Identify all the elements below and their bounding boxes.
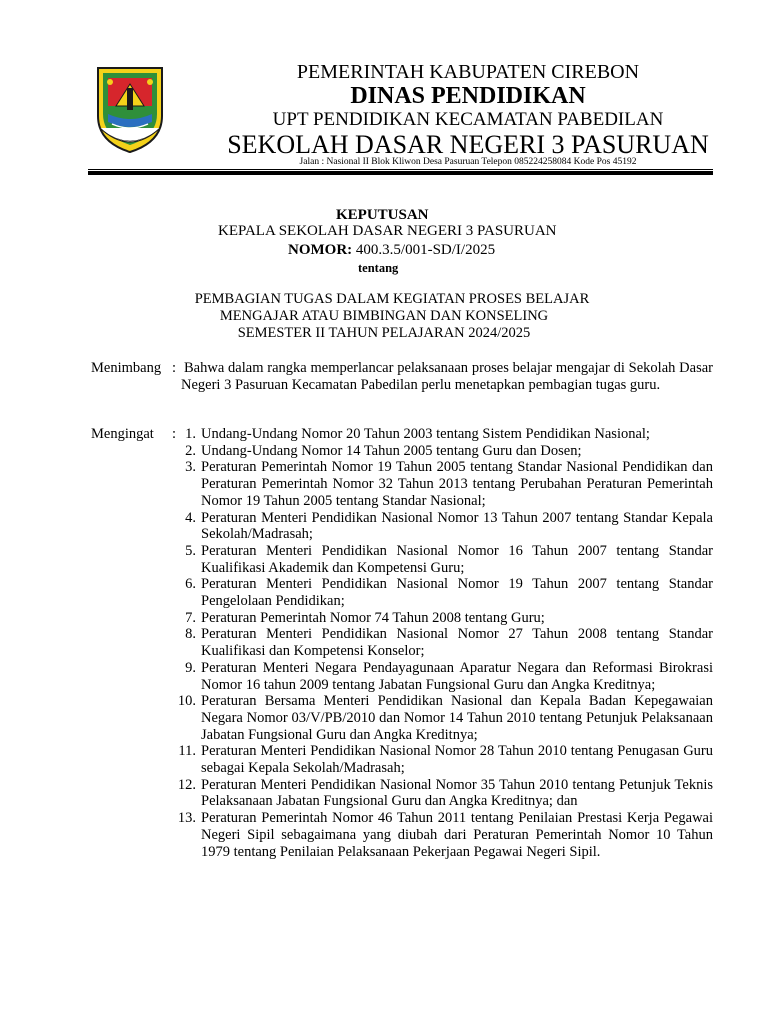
list-item-text: Peraturan Menteri Negara Pendayagunaan Aparatur Negara dan Reformasi Birokrasi Nomor 16 tahun 2009 tentang Jabatan Fungsional Guru dan Angka Kreditnya; — [201, 659, 713, 693]
list-item-text: Undang-Undang Nomor 14 Tahun 2005 tentang Guru dan Dosen; — [201, 442, 582, 459]
list-item-text: Peraturan Pemerintah Nomor 46 Tahun 2011 tentang Penilaian Prestasi Kerja Pegawai Negeri Sipil sebagaimana yang diubah dari Peraturan Pemerintah Nomor 10 Tahun 1979 tentang Penilaian Pelaksanaan Pekerjaan Pegawai Negeri Sipil. — [201, 810, 713, 860]
decision-subject-line-2: MENGAJAR ATAU BIMBINGAN DAN KONSELING — [219, 308, 549, 324]
list-item — [0, 777, 713, 810]
list-item-text: Peraturan Menteri Pendidikan Nasional Nomor 13 Tahun 2007 tentang Standar Kepala Sekolah/Madrasah; — [201, 509, 713, 543]
list-item-number: 2. — [185, 442, 196, 459]
decision-number-label: NOMOR: — [288, 242, 353, 258]
decision-subject-line-1: PEMBAGIAN TUGAS DALAM KEGIATAN PROSES BELAJAR — [194, 291, 590, 307]
list-item — [0, 660, 713, 693]
list-item-text: Undang-Undang Nomor 20 Tahun 2003 tentang Sistem Pendidikan Nasional; — [201, 426, 650, 442]
decision-about: tentang — [358, 261, 399, 275]
list-item-number: 1. — [185, 426, 196, 442]
decision-label: KEPUTUSAN — [336, 207, 429, 223]
header-divider-thick — [88, 171, 713, 175]
list-item-text: Peraturan Menteri Pendidikan Nasional Nomor 16 Tahun 2007 tentang Standar Kualifikasi Akademik dan Kompetensi Guru; — [201, 542, 713, 576]
list-item-number: 5. — [185, 542, 196, 559]
list-item-text: Peraturan Menteri Pendidikan Nasional Nomor 35 Tahun 2010 tentang Petunjuk Teknis Pelaksanaan Jabatan Fungsional Guru dan Angka Kreditnya; dan — [201, 776, 713, 810]
list-item-text: Peraturan Menteri Pendidikan Nasional Nomor 27 Tahun 2008 tentang Standar Kualifikasi dan Kompetensi Konselor; — [201, 626, 713, 660]
considering-text: Bahwa dalam rangka memperlancar pelaksanaan proses belajar mengajar di Sekolah Dasar Negeri 3 Pasuruan Kecamatan Pabedilan perlu menetapkan pembagian tugas guru. — [181, 360, 713, 393]
list-item — [0, 510, 713, 543]
list-item — [0, 693, 713, 743]
list-item-number: 13. — [177, 810, 196, 827]
list-item-number: 3. — [185, 459, 196, 476]
considering-colon: : — [172, 360, 177, 376]
list-item — [0, 443, 713, 460]
list-item — [0, 626, 713, 659]
list-item-text: Peraturan Pemerintah Nomor 19 Tahun 2005 tentang Standar Nasional Pendidikan dan Peraturan Pemerintah Nomor 32 Tahun 2013 tentang Perubahan Peraturan Pemerintah Nomor 19 Tahun 2005 tentang Standar Nasional; — [201, 459, 713, 509]
list-item-number: 8. — [185, 626, 196, 643]
decision-number-value: 400.3.5/001-SD/I/2025 — [355, 242, 496, 258]
list-item — [0, 426, 713, 443]
list-item-text: Peraturan Bersama Menteri Pendidikan Nasional dan Kepala Badan Kepegawaian Negara Nomor 03/V/PB/2010 dan Nomor 14 Tahun 2010 tentang Petunjuk Pelaksanaan Jabatan Fungsional Guru dan Angka Kreditnya; — [201, 693, 713, 743]
school-address: Jalan : Nasional II Blok Kliwon Desa Pasuruan Telepon 085224258084 Kode Pos 45192 — [299, 157, 637, 167]
department-name: DINAS PENDIDIKAN — [350, 83, 586, 109]
list-item — [0, 459, 713, 509]
list-item-number: 7. — [185, 609, 196, 626]
list-item-number: 11. — [178, 743, 196, 760]
kabupaten-cirebon-emblem-icon — [94, 58, 166, 154]
list-item — [0, 610, 713, 627]
considering-label: Menimbang — [91, 360, 162, 376]
list-item-number: 12. — [177, 776, 196, 793]
list-item — [0, 543, 713, 576]
list-item-number: 9. — [185, 659, 196, 676]
decision-heading: KEPALA SEKOLAH DASAR NEGERI 3 PASURUAN — [218, 223, 557, 239]
list-item — [0, 743, 713, 776]
recalling-list — [0, 426, 768, 860]
unit-name: UPT PENDIDIKAN KECAMATAN PABEDILAN — [272, 109, 664, 130]
government-name: PEMERINTAH KABUPATEN CIREBON — [296, 61, 640, 83]
decision-number — [288, 242, 495, 259]
list-item-text: Peraturan Pemerintah Nomor 74 Tahun 2008 tentang Guru; — [201, 609, 545, 626]
list-item-text: Peraturan Menteri Pendidikan Nasional Nomor 19 Tahun 2007 tentang Standar Pengelolaan Pendidikan; — [201, 576, 713, 610]
school-name: SEKOLAH DASAR NEGERI 3 PASURUAN — [227, 130, 709, 159]
list-item — [0, 810, 713, 860]
list-item-number: 4. — [185, 509, 196, 526]
recalling-colon: : — [172, 426, 177, 442]
list-item-number: 6. — [185, 576, 196, 593]
list-item-text: Peraturan Menteri Pendidikan Nasional Nomor 28 Tahun 2010 tentang Penugasan Guru sebagai Kepala Sekolah/Madrasah; — [201, 743, 713, 777]
list-item-number: 10. — [177, 693, 196, 710]
header-divider-thin — [88, 169, 713, 170]
recalling-label: Mengingat — [91, 426, 154, 442]
list-item — [0, 576, 713, 609]
decision-subject-line-3: SEMESTER II TAHUN PELAJARAN 2024/2025 — [237, 325, 531, 341]
